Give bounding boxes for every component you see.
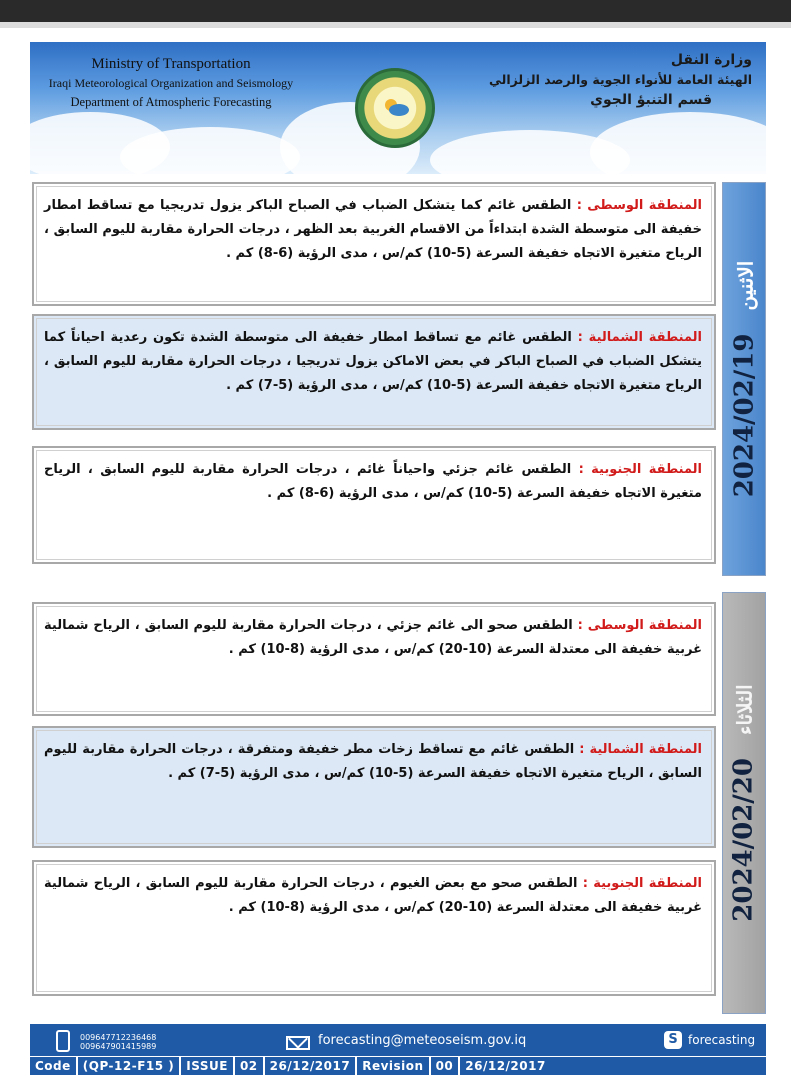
mail-icon xyxy=(286,1036,310,1050)
header-banner xyxy=(30,42,766,174)
region-label: المنطقة الشمالية : xyxy=(579,742,702,757)
paper-edge xyxy=(0,22,791,28)
issue-number: 02 xyxy=(235,1057,265,1075)
region-central-day1 xyxy=(32,182,716,306)
region-north-day1 xyxy=(32,314,716,430)
region-label: المنطقة الوسطى : xyxy=(576,198,703,213)
code-label: Code xyxy=(30,1057,78,1075)
organization-name-en: Iraqi Meteorological Organization and Seismology xyxy=(48,76,294,90)
region-south-day2 xyxy=(32,860,716,996)
region-text: الطقس غائم جزئي واحياناً غائم ، درجات الحرارة مقاربة لليوم السابق ، الرياح متغيرة الاتجاه خفيفة السرعة (5-10) كم/س ، مدى الرؤية (6-8) كم . xyxy=(44,462,702,501)
skype-handle[interactable]: forecasting xyxy=(688,1033,756,1047)
day-bar-tuesday xyxy=(722,592,766,1014)
region-label: المنطقة الوسطى : xyxy=(577,618,702,633)
ministry-name-ar: وزارة النقل xyxy=(670,52,752,68)
organization-name-ar: الهيئة العامة للأنواء الجوية والرصد الزلزالي xyxy=(489,72,752,87)
revision-date: 26/12/2017 xyxy=(465,1059,546,1073)
organization-logo xyxy=(355,68,435,148)
region-text: الطقس غائم كما يتشكل الضباب في الصباح الباكر يزول تدريجيا مع تساقط امطار خفيفة الى متوسطة الشدة ابتداءاً من الاقسام الغربية بعد الظهر ، درجات الحرارة مقاربة لليوم السابق ، الرياح متغيرة الاتجاه خفيفة السرعة (5-10) كم/س ، مدى الرؤية (6-8) كم . xyxy=(44,198,702,261)
ministry-name-en: Ministry of Transportation xyxy=(91,56,251,72)
day-name: الاثنين xyxy=(733,260,758,311)
top-dark-bar xyxy=(0,0,791,22)
region-label: المنطقة الجنوبية : xyxy=(578,462,703,477)
day-name: الثلاثاء xyxy=(733,684,757,735)
revision-label: Revision xyxy=(357,1057,430,1075)
department-name-en: Department of Atmospheric Forecasting xyxy=(70,95,272,109)
day-date: 2024/02/20 xyxy=(729,758,759,922)
revision-number: 00 xyxy=(431,1057,461,1075)
document-code-bar xyxy=(30,1056,766,1075)
region-south-day1 xyxy=(32,446,716,564)
header-arabic xyxy=(489,52,752,108)
department-name-ar: قسم التنبؤ الجوي xyxy=(590,92,712,108)
region-label: المنطقة الجنوبية : xyxy=(582,876,702,891)
issue-date: 26/12/2017 xyxy=(265,1057,358,1075)
issue-label: ISSUE xyxy=(181,1057,235,1075)
day-bar-monday xyxy=(722,182,766,576)
phone-numbers xyxy=(80,1033,156,1051)
day-label xyxy=(729,684,759,921)
cloud-sun-icon xyxy=(382,97,410,117)
header-english xyxy=(46,56,296,110)
region-text: الطقس صحو مع بعض الغيوم ، درجات الحرارة مقاربة لليوم السابق ، الرياح شمالية غربية خفيفة الى معتدلة السرعة (10-20) كم/س ، مدى الرؤية (8-10) كم . xyxy=(44,876,702,915)
region-label: المنطقة الشمالية : xyxy=(577,330,702,345)
region-central-day2 xyxy=(32,602,716,716)
day-label xyxy=(729,261,759,498)
region-text: الطقس صحو الى غائم جزئي ، درجات الحرارة مقاربة لليوم السابق ، الرياح شمالية غربية خفيفة الى معتدلة السرعة (10-20) كم/س ، مدى الرؤية (8-10) كم . xyxy=(44,618,702,657)
phone-number: 009647901415989 xyxy=(80,1042,157,1051)
code-value: (QP-12-F15 ) xyxy=(78,1057,182,1075)
footer-contact-bar xyxy=(30,1024,766,1056)
day-date: 2024/02/19 xyxy=(729,333,760,498)
region-text: الطقس غائم مع تساقط امطار خفيفة الى متوسطة الشدة تكون رعدية احياناً كما يتشكل الضباب في الصباح الباكر في بعض الاماكن يزول تدريجيا ، درجات الحرارة مقاربة لليوم السابق ، الرياح متغيرة الاتجاه خفيفة السرعة (5-10) كم/س ، مدى الرؤية (5-7) كم . xyxy=(44,330,702,393)
cloud-shape xyxy=(590,112,766,174)
region-text: الطقس غائم مع تساقط زخات مطر خفيفة ومتفرقة ، درجات الحرارة مقاربة لليوم السابق ، الرياح متغيرة الاتجاه خفيفة السرعة (5-10) كم/س ، مدى الرؤية (5-7) كم . xyxy=(44,742,702,781)
skype-icon: S xyxy=(664,1031,682,1049)
phone-number: 009647712236468 xyxy=(80,1033,157,1042)
region-north-day2 xyxy=(32,726,716,848)
phone-icon xyxy=(56,1030,70,1052)
email-link[interactable]: forecasting@meteoseism.gov.iq xyxy=(318,1033,527,1048)
